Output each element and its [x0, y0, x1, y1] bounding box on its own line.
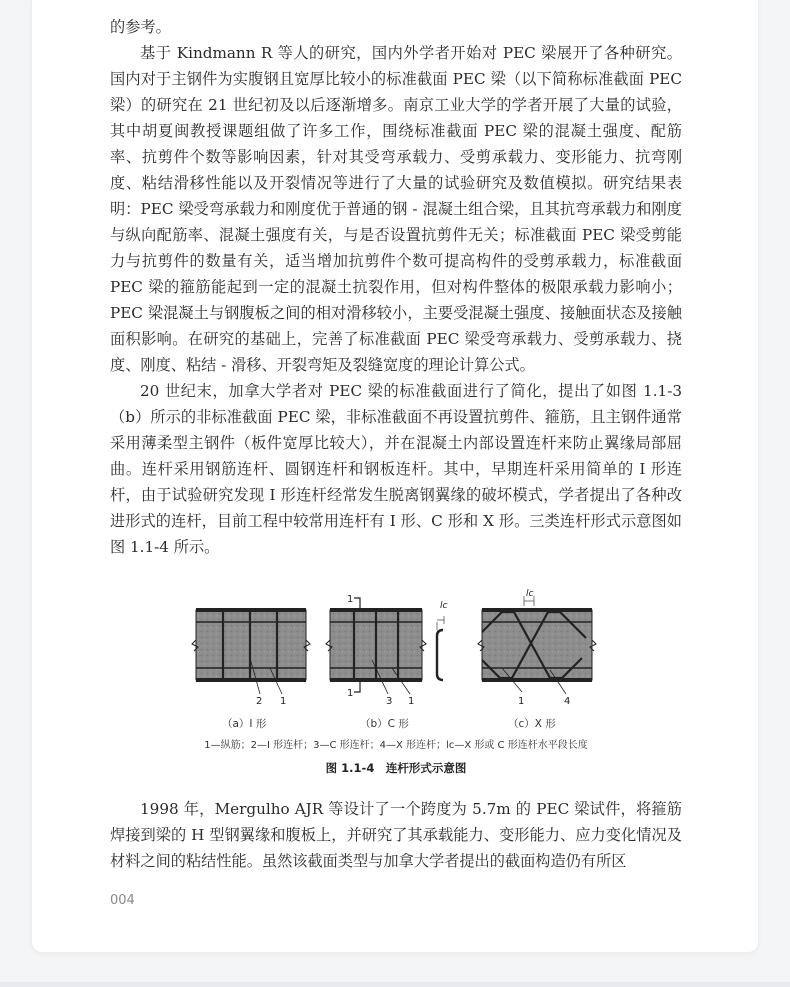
- figure-1-1-4: [110, 588, 682, 788]
- label-b-1: 1: [408, 696, 415, 707]
- label-a-2: 2: [256, 696, 263, 707]
- subcaption-c: （c）X 形: [508, 718, 556, 730]
- label-c-1: 1: [518, 696, 525, 707]
- paragraph-1: 基于 Kindmann R 等人的研究，国内外学者开始对 PEC 梁展开了各种研究。国内对于主钢件为实腹钢且宽厚比较小的标准截面 PEC 梁（以下简称标准截面 PEC 梁）的研究在 21 世纪初及以后逐渐增多。南京工业大学的学者开展了大量的试验，其中胡夏闽教授课题组做了许多工作，围绕标准截面 PEC 梁的混凝土强度、配筋率、抗剪件个数等影响因素，针对其受弯承载力、受剪承载力、变形能力、抗弯刚度、粘结滑移性能以及开裂情况等进行了大量的试验研究及数值模拟。研究结果表明：PEC 梁受弯承载力和刚度优于普通的钢 - 混凝土组合梁，且其抗弯承载力和刚度与纵向配筋率、混凝土强度有关，与是否设置抗剪件无关；标准截面 PEC 梁受剪能力与抗剪件的数量有关，适当增加抗剪件个数可提高构件的受剪承载力，标准截面 PEC 梁的箍筋能起到一定的混凝土抗裂作用，但对构件整体的极限承载力影响小；PEC 梁混凝土与钢腹板之间的相对滑移较小，主要受混凝土强度、接触面状态及接触面积影响。在研究的基础上，完善了标准截面 PEC 梁受弯承载力、受剪承载力、挠度、刚度、粘结 - 滑移、开裂弯矩及裂缝宽度的理论计算公式。: [110, 44, 682, 374]
- bottom-bar: [0, 982, 790, 987]
- main-text: [110, 14, 682, 560]
- figure-legend: 1—纵筋；2—I 形连杆；3—C 形连杆；4—X 形连杆；lc—X 形或 C 形连杆水平段长度: [204, 740, 588, 751]
- subcaption-a: （a）I 形: [222, 718, 267, 730]
- label-b-section-bottom: 1: [347, 688, 354, 699]
- label-a-1: 1: [280, 696, 287, 707]
- text-line-0: 的参考。: [110, 18, 171, 36]
- diagram-i-shape: [192, 608, 310, 707]
- label-c-4: 4: [564, 696, 571, 707]
- diagram-c-shape: [326, 594, 448, 707]
- paragraph-2: 20 世纪末，加拿大学者对 PEC 梁的标准截面进行了简化，提出了如图 1.1-3（b）所示的非标准截面 PEC 梁，非标准截面不再设置抗剪件、箍筋，且主钢件通常采用薄柔型主钢件（板件宽厚比较大），并在混凝土内部设置连杆来防止翼缘局部屈曲。连杆采用钢筋连杆、圆钢连杆和钢板连杆。其中，早期连杆采用简单的 I 形连杆，由于试验研究发现 I 形连杆经常发生脱离钢翼缘的破坏模式，学者提出了各种改进形式的连杆，目前工程中较常用连杆有 I 形、C 形和 X 形。三类连杆形式示意图如图 1.1-4 所示。: [110, 382, 682, 556]
- figure-caption: 图 1.1-4 连杆形式示意图: [325, 761, 467, 775]
- label-b-3: 3: [386, 696, 393, 707]
- subcaption-b: （b）C 形: [360, 718, 409, 730]
- page-number: 004: [110, 893, 135, 908]
- label-b-section-top: 1: [347, 594, 354, 605]
- label-b-lc: lc: [440, 601, 448, 611]
- diagram-x-shape: [478, 589, 596, 707]
- label-c-lc: lc: [526, 589, 534, 599]
- post-figure-text: [110, 796, 682, 874]
- paragraph-3: 1998 年，Mergulho AJR 等设计了一个跨度为 5.7m 的 PEC 梁试件，将箍筋焊接到梁的 H 型钢翼缘和腹板上，并研究了其承载能力、变形能力、应力变化情况及材料之间的粘结性能。虽然该截面类型与加拿大学者提出的截面构造仍有所区: [110, 800, 682, 870]
